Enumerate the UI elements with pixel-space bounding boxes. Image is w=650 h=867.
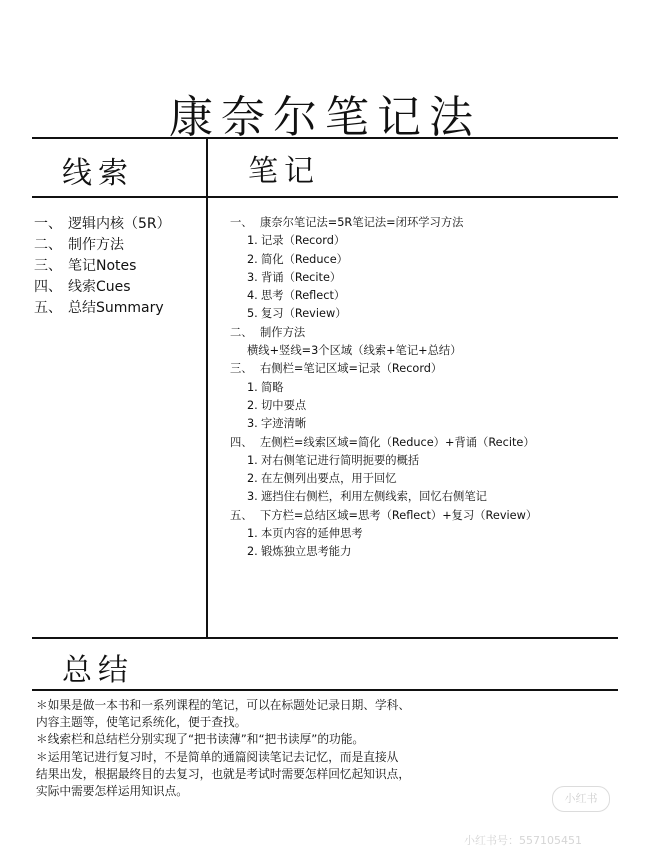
note-text: 切中要点 xyxy=(261,398,307,412)
summary-line: ＊如果是做一本书和一系列课程的笔记，可以在标题处记录日期、学科、 xyxy=(36,698,411,712)
note-line xyxy=(230,379,630,397)
cues-list xyxy=(34,214,204,319)
note-line xyxy=(230,415,630,433)
note-text: 左侧栏=线索区域=简化（Reduce）+背诵（Recite） xyxy=(260,435,535,449)
note-text: 记录（Record） xyxy=(261,234,346,248)
summary-line: 实际中需要怎样运用知识点。 xyxy=(36,784,188,799)
note-number: 3. xyxy=(247,417,258,431)
note-line xyxy=(230,543,630,561)
cue-text: 逻辑内核（5R） xyxy=(68,216,171,232)
note-number: 二、 xyxy=(230,325,253,339)
note-number: 2. xyxy=(247,472,258,486)
cue-item xyxy=(34,277,204,298)
note-text: 思考（Reflect） xyxy=(261,289,346,303)
note-number: 2. xyxy=(247,398,258,412)
summary-line: ＊运用笔记进行复习时，不是简单的通篇阅读笔记去记忆，而是直接从 xyxy=(36,749,399,764)
cue-number: 三、 xyxy=(34,258,62,274)
note-text: 横线+竖线=3个区域（线索+笔记+总结） xyxy=(247,344,462,358)
note-line xyxy=(230,251,630,269)
cue-text: 制作方法 xyxy=(68,237,124,253)
note-line xyxy=(230,434,630,452)
note-number: 一、 xyxy=(230,216,253,229)
note-text: 右侧栏=笔记区域=记录（Record） xyxy=(260,362,443,376)
notes-header: 笔记 xyxy=(248,154,320,189)
note-text: 简化（Reduce） xyxy=(261,252,348,266)
xiaohongshu-logo: 小红书 xyxy=(552,786,610,812)
cue-item xyxy=(34,256,204,277)
note-number: 3. xyxy=(247,490,258,504)
note-number: 2. xyxy=(247,252,258,266)
summary-text xyxy=(36,697,626,800)
note-number: 四、 xyxy=(230,435,253,449)
watermark-id: 小红书号：557105451 xyxy=(464,834,582,847)
cue-number: 二、 xyxy=(34,237,62,253)
note-number: 三、 xyxy=(230,362,253,376)
note-line xyxy=(230,287,630,305)
note-line xyxy=(230,452,630,470)
note-text: 在左侧列出要点，用于回忆 xyxy=(261,472,397,486)
note-text: 下方栏=总结区域=思考（Reflect）+复习（Review） xyxy=(260,508,538,522)
note-text: 制作方法 xyxy=(260,325,306,339)
note-text: 对右侧笔记进行简明扼要的概括 xyxy=(261,453,420,467)
top-divider xyxy=(32,137,618,139)
cue-item xyxy=(34,214,204,235)
cue-text: 笔记Notes xyxy=(68,258,137,274)
note-line xyxy=(230,214,630,232)
header-divider xyxy=(32,196,618,198)
note-line xyxy=(230,470,630,488)
notes-list xyxy=(230,214,630,562)
cue-item xyxy=(34,298,204,319)
note-number: 五、 xyxy=(230,508,253,522)
note-line xyxy=(230,397,630,415)
note-number: 4. xyxy=(247,289,258,303)
note-text: 遮挡住右侧栏，利用左侧线索，回忆右侧笔记 xyxy=(261,490,487,504)
note-text: 锻炼独立思考能力 xyxy=(261,545,352,559)
note-number: 1. xyxy=(247,380,258,394)
note-line xyxy=(230,488,630,506)
summary-line: ＊线索栏和总结栏分别实现了“把书读薄”和“把书读厚”的功能。 xyxy=(36,732,365,747)
note-number: 5. xyxy=(247,307,258,321)
note-text: 简略 xyxy=(261,380,284,394)
cue-text: 总结Summary xyxy=(68,300,164,316)
note-text: 复习（Review） xyxy=(261,307,347,321)
note-number: 3. xyxy=(247,270,258,284)
summary-header: 总结 xyxy=(62,653,134,688)
cue-item xyxy=(34,235,204,256)
note-line xyxy=(230,324,630,342)
note-number: 2. xyxy=(247,545,258,559)
note-text: 本页内容的延伸思考 xyxy=(261,527,363,541)
note-text: 康奈尔笔记法=5R笔记法=闭环学习方法 xyxy=(260,216,464,229)
cue-number: 一、 xyxy=(34,216,62,232)
summary-header-divider xyxy=(32,689,618,691)
note-line xyxy=(230,305,630,323)
cue-number: 四、 xyxy=(34,279,62,295)
note-line xyxy=(230,269,630,287)
note-number: 1. xyxy=(247,527,258,541)
note-line xyxy=(230,342,630,360)
note-line xyxy=(230,525,630,543)
summary-line: 内容主题等，使笔记系统化，便于查找。 xyxy=(36,715,247,730)
note-number: 1. xyxy=(247,234,258,248)
column-divider xyxy=(206,137,208,637)
note-text: 字迹清晰 xyxy=(261,417,307,431)
summary-divider xyxy=(32,637,618,639)
note-number: 1. xyxy=(247,453,258,467)
summary-line: 结果出发，根据最终目的去复习，也就是考试时需要怎样回忆起知识点， xyxy=(36,766,411,781)
note-line xyxy=(230,232,630,250)
note-line xyxy=(230,507,630,525)
note-line xyxy=(230,360,630,378)
note-text: 背诵（Recite） xyxy=(261,270,342,284)
cue-text: 线索Cues xyxy=(68,279,131,295)
cue-number: 五、 xyxy=(34,300,62,316)
page-title: 康奈尔笔记法 xyxy=(169,92,481,144)
cues-header: 线索 xyxy=(62,156,134,191)
